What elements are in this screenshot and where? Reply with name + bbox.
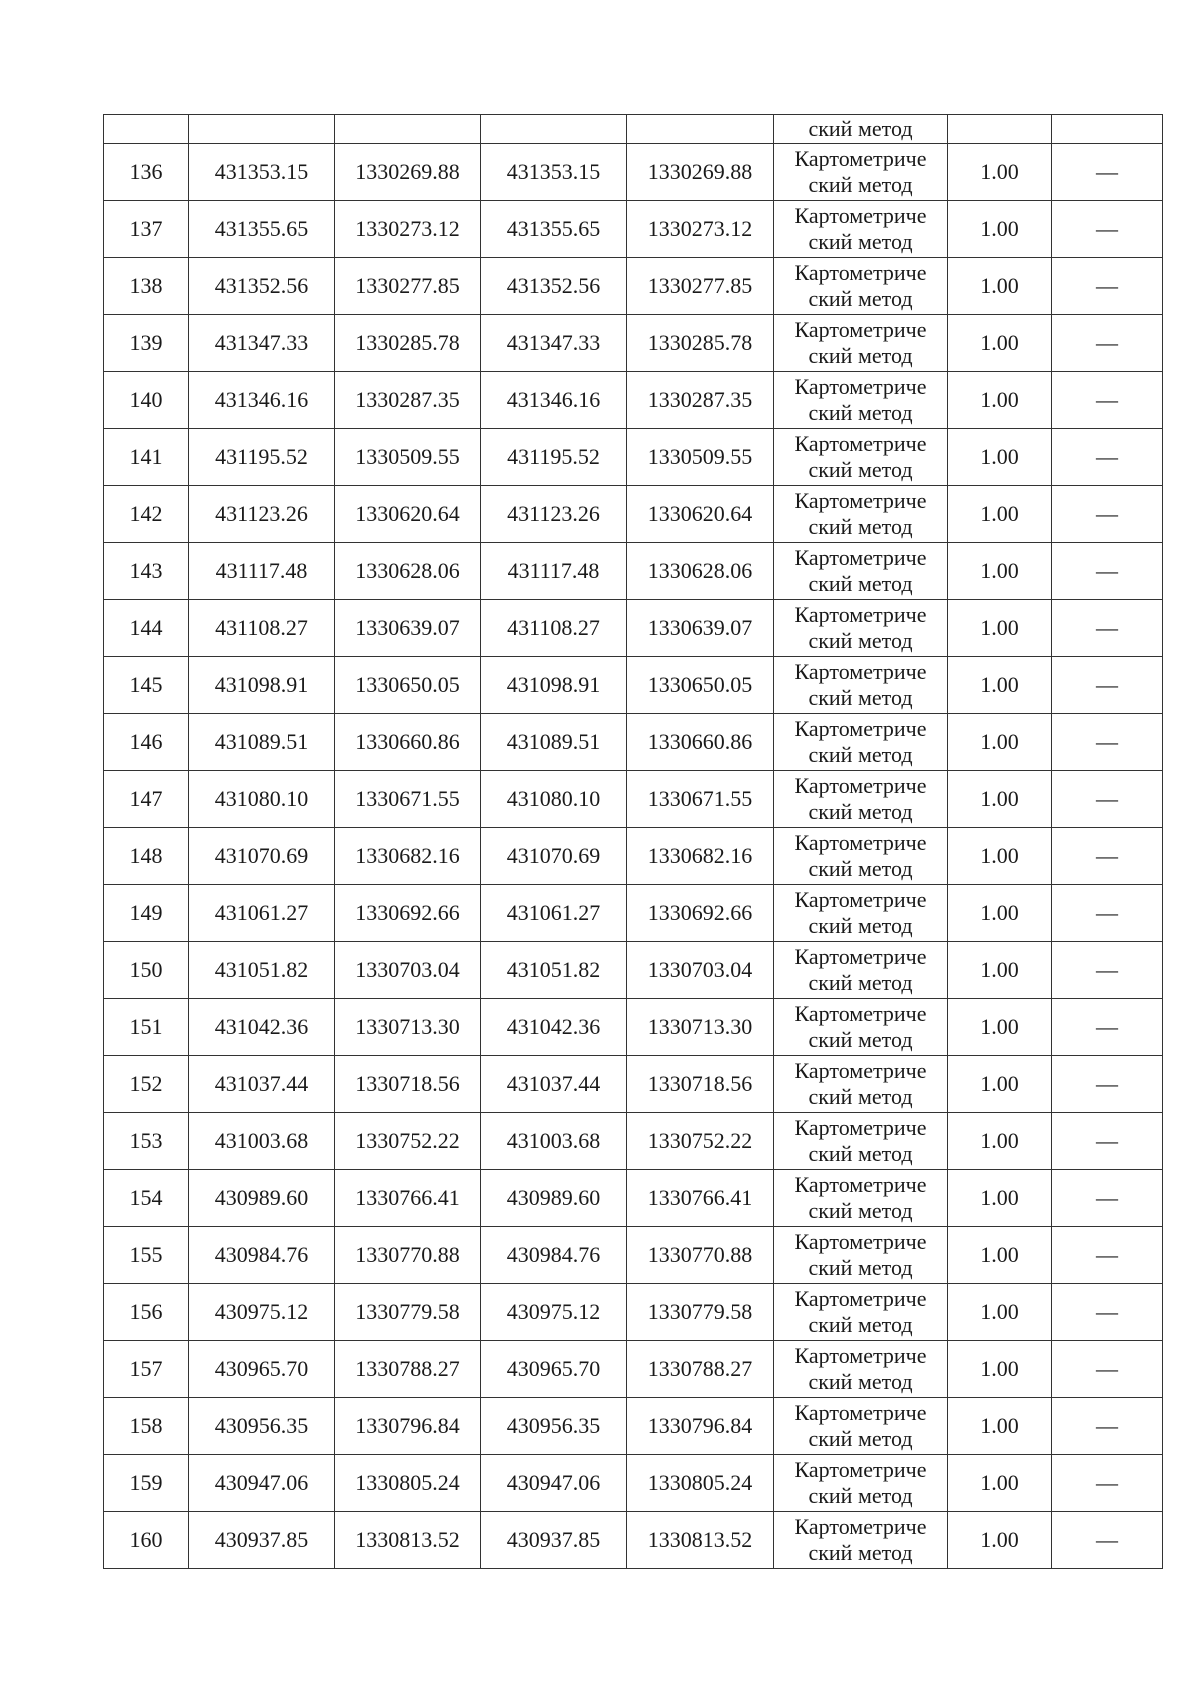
cell-method [774,600,948,657]
cell-number: 155 [104,1227,189,1284]
cell-y-refined: 1330650.05 [627,657,774,714]
cell-method [774,714,948,771]
cell-x-existing: 430984.76 [189,1227,335,1284]
cell-x-existing: 431042.36 [189,999,335,1056]
cell-accuracy: 1.00 [948,1056,1052,1113]
cell-y-refined: 1330277.85 [627,258,774,315]
table-row [104,1512,1163,1569]
cell-note: — [1052,600,1163,657]
method-text-line2: ский метод [808,685,913,710]
cell-method [774,201,948,258]
cell-x-refined: 431353.15 [481,144,627,201]
cell-number: 149 [104,885,189,942]
cell-y-refined: 1330639.07 [627,600,774,657]
cell-number: 144 [104,600,189,657]
cell-x-refined: 430956.35 [481,1398,627,1455]
cell-x-existing: 430947.06 [189,1455,335,1512]
cell-y-refined: 1330813.52 [627,1512,774,1569]
cell-number: 153 [104,1113,189,1170]
cell-y-existing: 1330277.85 [335,258,481,315]
table-row [104,828,1163,885]
method-text-line1: Картометриче [794,260,927,285]
method-text-line1: Картометриче [794,944,927,969]
cell-method [774,144,948,201]
cell-x-existing: 430937.85 [189,1512,335,1569]
cell-number: 138 [104,258,189,315]
cell-x-refined: 431037.44 [481,1056,627,1113]
cell-note: — [1052,1398,1163,1455]
method-text-line2: ский метод [808,400,913,425]
table-row [104,771,1163,828]
method-text-line2: ский метод [808,229,913,254]
cell-note: — [1052,1056,1163,1113]
cell-note: — [1052,486,1163,543]
cell-y-existing: 1330718.56 [335,1056,481,1113]
method-text-line2: ский метод [808,116,913,141]
cell-accuracy: 1.00 [948,258,1052,315]
cell-x-refined [481,115,627,144]
table-row [104,201,1163,258]
table-row [104,258,1163,315]
method-text-line2: ский метод [808,913,913,938]
cell-x-refined: 431098.91 [481,657,627,714]
cell-note: — [1052,1341,1163,1398]
method-text-line1: Картометриче [794,431,927,456]
cell-number: 159 [104,1455,189,1512]
cell-number: 156 [104,1284,189,1341]
cell-accuracy: 1.00 [948,771,1052,828]
cell-y-refined: 1330287.35 [627,372,774,429]
cell-note: — [1052,1170,1163,1227]
cell-y-existing: 1330509.55 [335,429,481,486]
cell-x-existing: 430989.60 [189,1170,335,1227]
cell-accuracy: 1.00 [948,315,1052,372]
cell-number: 151 [104,999,189,1056]
cell-x-refined: 430984.76 [481,1227,627,1284]
method-text-line1: Картометриче [794,1058,927,1083]
method-text-line2: ский метод [808,799,913,824]
cell-x-existing: 431352.56 [189,258,335,315]
cell-note: — [1052,144,1163,201]
cell-accuracy: 1.00 [948,1512,1052,1569]
cell-y-existing: 1330620.64 [335,486,481,543]
cell-y-existing: 1330713.30 [335,999,481,1056]
cell-y-existing: 1330639.07 [335,600,481,657]
cell-method [774,1284,948,1341]
cell-x-existing: 431089.51 [189,714,335,771]
cell-accuracy: 1.00 [948,885,1052,942]
cell-x-refined: 431347.33 [481,315,627,372]
table-row [104,1056,1163,1113]
cell-accuracy: 1.00 [948,600,1052,657]
cell-note: — [1052,1227,1163,1284]
method-text-line1: Картометриче [794,203,927,228]
cell-x-refined: 430989.60 [481,1170,627,1227]
method-text-line2: ский метод [808,742,913,767]
cell-method [774,885,948,942]
cell-y-refined: 1330805.24 [627,1455,774,1512]
cell-x-refined: 431042.36 [481,999,627,1056]
cell-y-existing: 1330805.24 [335,1455,481,1512]
cell-x-existing: 431003.68 [189,1113,335,1170]
cell-method [774,657,948,714]
cell-y-refined: 1330620.64 [627,486,774,543]
cell-method [774,828,948,885]
cell-y-refined: 1330796.84 [627,1398,774,1455]
table-row [104,1455,1163,1512]
method-text-line2: ский метод [808,1483,913,1508]
cell-number: 145 [104,657,189,714]
table-row [104,1170,1163,1227]
cell-x-refined: 431352.56 [481,258,627,315]
method-text-line2: ский метод [808,1027,913,1052]
cell-x-refined: 430965.70 [481,1341,627,1398]
table-row [104,714,1163,771]
method-text-line1: Картометриче [794,1286,927,1311]
method-text-line2: ский метод [808,628,913,653]
continuation-row [104,115,1163,144]
cell-note: — [1052,201,1163,258]
method-text-line1: Картометриче [794,1115,927,1140]
method-text-line1: Картометриче [794,1172,927,1197]
method-text-line1: Картометриче [794,1457,927,1482]
cell-y-refined: 1330628.06 [627,543,774,600]
table-row [104,885,1163,942]
cell-x-refined: 431117.48 [481,543,627,600]
cell-note: — [1052,942,1163,999]
cell-method [774,1056,948,1113]
cell-y-existing: 1330273.12 [335,201,481,258]
cell-number: 137 [104,201,189,258]
cell-note: — [1052,258,1163,315]
cell-x-refined: 431195.52 [481,429,627,486]
cell-x-existing: 431108.27 [189,600,335,657]
cell-accuracy: 1.00 [948,999,1052,1056]
cell-accuracy: 1.00 [948,714,1052,771]
method-text-line1: Картометриче [794,1001,927,1026]
cell-x-existing: 431037.44 [189,1056,335,1113]
table-row [104,600,1163,657]
cell-x-existing: 431061.27 [189,885,335,942]
cell-x-refined: 431346.16 [481,372,627,429]
method-text-line1: Картометриче [794,1514,927,1539]
cell-accuracy [948,115,1052,144]
cell-y-existing: 1330770.88 [335,1227,481,1284]
cell-method [774,1455,948,1512]
method-text-line1: Картометриче [794,374,927,399]
cell-number: 143 [104,543,189,600]
cell-y-existing: 1330788.27 [335,1341,481,1398]
cell-x-existing [189,115,335,144]
cell-y-refined [627,115,774,144]
cell-note: — [1052,714,1163,771]
cell-method [774,1113,948,1170]
cell-x-existing: 430975.12 [189,1284,335,1341]
method-text-line1: Картометриче [794,830,927,855]
method-text-line1: Картометриче [794,488,927,513]
cell-y-existing: 1330813.52 [335,1512,481,1569]
cell-note: — [1052,1512,1163,1569]
cell-y-existing: 1330752.22 [335,1113,481,1170]
cell-accuracy: 1.00 [948,372,1052,429]
cell-y-existing: 1330285.78 [335,315,481,372]
cell-number: 148 [104,828,189,885]
cell-x-existing: 431098.91 [189,657,335,714]
table-row [104,1284,1163,1341]
method-text-line1: Картометриче [794,1400,927,1425]
method-text-line2: ский метод [808,571,913,596]
cell-number: 158 [104,1398,189,1455]
cell-accuracy: 1.00 [948,1341,1052,1398]
cell-number: 139 [104,315,189,372]
cell-number: 141 [104,429,189,486]
cell-note: — [1052,771,1163,828]
cell-x-refined: 430937.85 [481,1512,627,1569]
cell-accuracy: 1.00 [948,1113,1052,1170]
cell-x-refined: 431355.65 [481,201,627,258]
cell-x-refined: 431123.26 [481,486,627,543]
cell-number: 152 [104,1056,189,1113]
cell-method [774,1398,948,1455]
method-text-line1: Картометриче [794,716,927,741]
cell-y-existing [335,115,481,144]
cell-accuracy: 1.00 [948,543,1052,600]
table-row [104,1341,1163,1398]
cell-y-existing: 1330671.55 [335,771,481,828]
cell-accuracy: 1.00 [948,1398,1052,1455]
method-text-line2: ский метод [808,856,913,881]
cell-method [774,1170,948,1227]
cell-note: — [1052,1284,1163,1341]
cell-number: 150 [104,942,189,999]
cell-number: 136 [104,144,189,201]
cell-method [774,372,948,429]
table-row [104,1227,1163,1284]
cell-method [774,486,948,543]
cell-y-refined: 1330671.55 [627,771,774,828]
table-row [104,315,1163,372]
cell-method [774,771,948,828]
cell-accuracy: 1.00 [948,429,1052,486]
table-row [104,543,1163,600]
cell-method [774,315,948,372]
method-text-line2: ский метод [808,172,913,197]
cell-accuracy: 1.00 [948,1227,1052,1284]
cell-y-refined: 1330509.55 [627,429,774,486]
cell-number: 147 [104,771,189,828]
table-body [104,115,1163,1569]
cell-note [1052,115,1163,144]
method-text-line2: ский метод [808,1312,913,1337]
cell-note: — [1052,543,1163,600]
cell-note: — [1052,1113,1163,1170]
cell-y-existing: 1330269.88 [335,144,481,201]
method-text-line1: Картометриче [794,1343,927,1368]
coordinates-table [103,114,1163,1569]
cell-y-existing: 1330650.05 [335,657,481,714]
method-text-line2: ский метод [808,343,913,368]
cell-method [774,1512,948,1569]
cell-x-existing: 431353.15 [189,144,335,201]
cell-number: 157 [104,1341,189,1398]
cell-number [104,115,189,144]
cell-y-refined: 1330692.66 [627,885,774,942]
cell-y-refined: 1330703.04 [627,942,774,999]
cell-x-existing: 431123.26 [189,486,335,543]
cell-method [774,115,948,144]
table-row [104,486,1163,543]
method-text-line2: ский метод [808,1369,913,1394]
cell-x-existing: 431346.16 [189,372,335,429]
method-text-line2: ский метод [808,1255,913,1280]
cell-y-existing: 1330703.04 [335,942,481,999]
cell-y-refined: 1330682.16 [627,828,774,885]
cell-method [774,543,948,600]
cell-y-existing: 1330779.58 [335,1284,481,1341]
cell-y-refined: 1330779.58 [627,1284,774,1341]
cell-x-existing: 431355.65 [189,201,335,258]
cell-x-refined: 431080.10 [481,771,627,828]
cell-x-existing: 431070.69 [189,828,335,885]
cell-note: — [1052,1455,1163,1512]
cell-note: — [1052,999,1163,1056]
cell-x-refined: 431089.51 [481,714,627,771]
cell-x-refined: 431051.82 [481,942,627,999]
cell-method [774,1227,948,1284]
cell-x-existing: 431347.33 [189,315,335,372]
cell-y-refined: 1330718.56 [627,1056,774,1113]
cell-y-refined: 1330788.27 [627,1341,774,1398]
cell-note: — [1052,429,1163,486]
method-text-line2: ский метод [808,1141,913,1166]
cell-y-existing: 1330660.86 [335,714,481,771]
cell-accuracy: 1.00 [948,1284,1052,1341]
cell-y-refined: 1330285.78 [627,315,774,372]
method-text-line1: Картометриче [794,602,927,627]
cell-number: 142 [104,486,189,543]
cell-accuracy: 1.00 [948,942,1052,999]
table-row [104,942,1163,999]
method-text-line1: Картометриче [794,317,927,342]
cell-method [774,999,948,1056]
method-text-line1: Картометриче [794,773,927,798]
cell-x-refined: 431070.69 [481,828,627,885]
table-row [104,372,1163,429]
method-text-line2: ский метод [808,1426,913,1451]
cell-accuracy: 1.00 [948,828,1052,885]
cell-accuracy: 1.00 [948,657,1052,714]
cell-accuracy: 1.00 [948,486,1052,543]
cell-x-existing: 430965.70 [189,1341,335,1398]
cell-number: 146 [104,714,189,771]
method-text-line1: Картометриче [794,887,927,912]
table-row [104,1113,1163,1170]
cell-y-refined: 1330766.41 [627,1170,774,1227]
method-text-line2: ский метод [808,457,913,482]
cell-x-refined: 430975.12 [481,1284,627,1341]
method-text-line2: ский метод [808,1084,913,1109]
cell-y-refined: 1330660.86 [627,714,774,771]
cell-note: — [1052,828,1163,885]
cell-note: — [1052,885,1163,942]
cell-y-existing: 1330692.66 [335,885,481,942]
method-text-line1: Картометриче [794,659,927,684]
method-text-line2: ский метод [808,1540,913,1565]
cell-x-refined: 431108.27 [481,600,627,657]
method-text-line2: ский метод [808,514,913,539]
cell-y-refined: 1330273.12 [627,201,774,258]
cell-y-existing: 1330682.16 [335,828,481,885]
cell-x-refined: 431061.27 [481,885,627,942]
cell-x-refined: 430947.06 [481,1455,627,1512]
table-row [104,657,1163,714]
cell-note: — [1052,372,1163,429]
table-row [104,1398,1163,1455]
cell-number: 154 [104,1170,189,1227]
cell-note: — [1052,657,1163,714]
method-text-line1: Картометриче [794,1229,927,1254]
cell-x-refined: 431003.68 [481,1113,627,1170]
cell-y-refined: 1330269.88 [627,144,774,201]
cell-x-existing: 431195.52 [189,429,335,486]
table-row [104,999,1163,1056]
cell-accuracy: 1.00 [948,1170,1052,1227]
cell-y-refined: 1330770.88 [627,1227,774,1284]
cell-y-existing: 1330287.35 [335,372,481,429]
method-text-line2: ский метод [808,1198,913,1223]
cell-x-existing: 430956.35 [189,1398,335,1455]
table-row [104,429,1163,486]
cell-method [774,942,948,999]
method-text-line2: ский метод [808,286,913,311]
cell-y-existing: 1330796.84 [335,1398,481,1455]
table-row [104,144,1163,201]
cell-number: 160 [104,1512,189,1569]
cell-accuracy: 1.00 [948,201,1052,258]
cell-x-existing: 431080.10 [189,771,335,828]
cell-method [774,1341,948,1398]
cell-accuracy: 1.00 [948,1455,1052,1512]
cell-accuracy: 1.00 [948,144,1052,201]
method-text-line1: Картометриче [794,146,927,171]
cell-y-existing: 1330628.06 [335,543,481,600]
cell-y-refined: 1330752.22 [627,1113,774,1170]
cell-x-existing: 431117.48 [189,543,335,600]
cell-number: 140 [104,372,189,429]
cell-method [774,258,948,315]
cell-y-refined: 1330713.30 [627,999,774,1056]
cell-y-existing: 1330766.41 [335,1170,481,1227]
cell-note: — [1052,315,1163,372]
cell-x-existing: 431051.82 [189,942,335,999]
method-text-line1: Картометриче [794,545,927,570]
cell-method [774,429,948,486]
method-text-line2: ский метод [808,970,913,995]
